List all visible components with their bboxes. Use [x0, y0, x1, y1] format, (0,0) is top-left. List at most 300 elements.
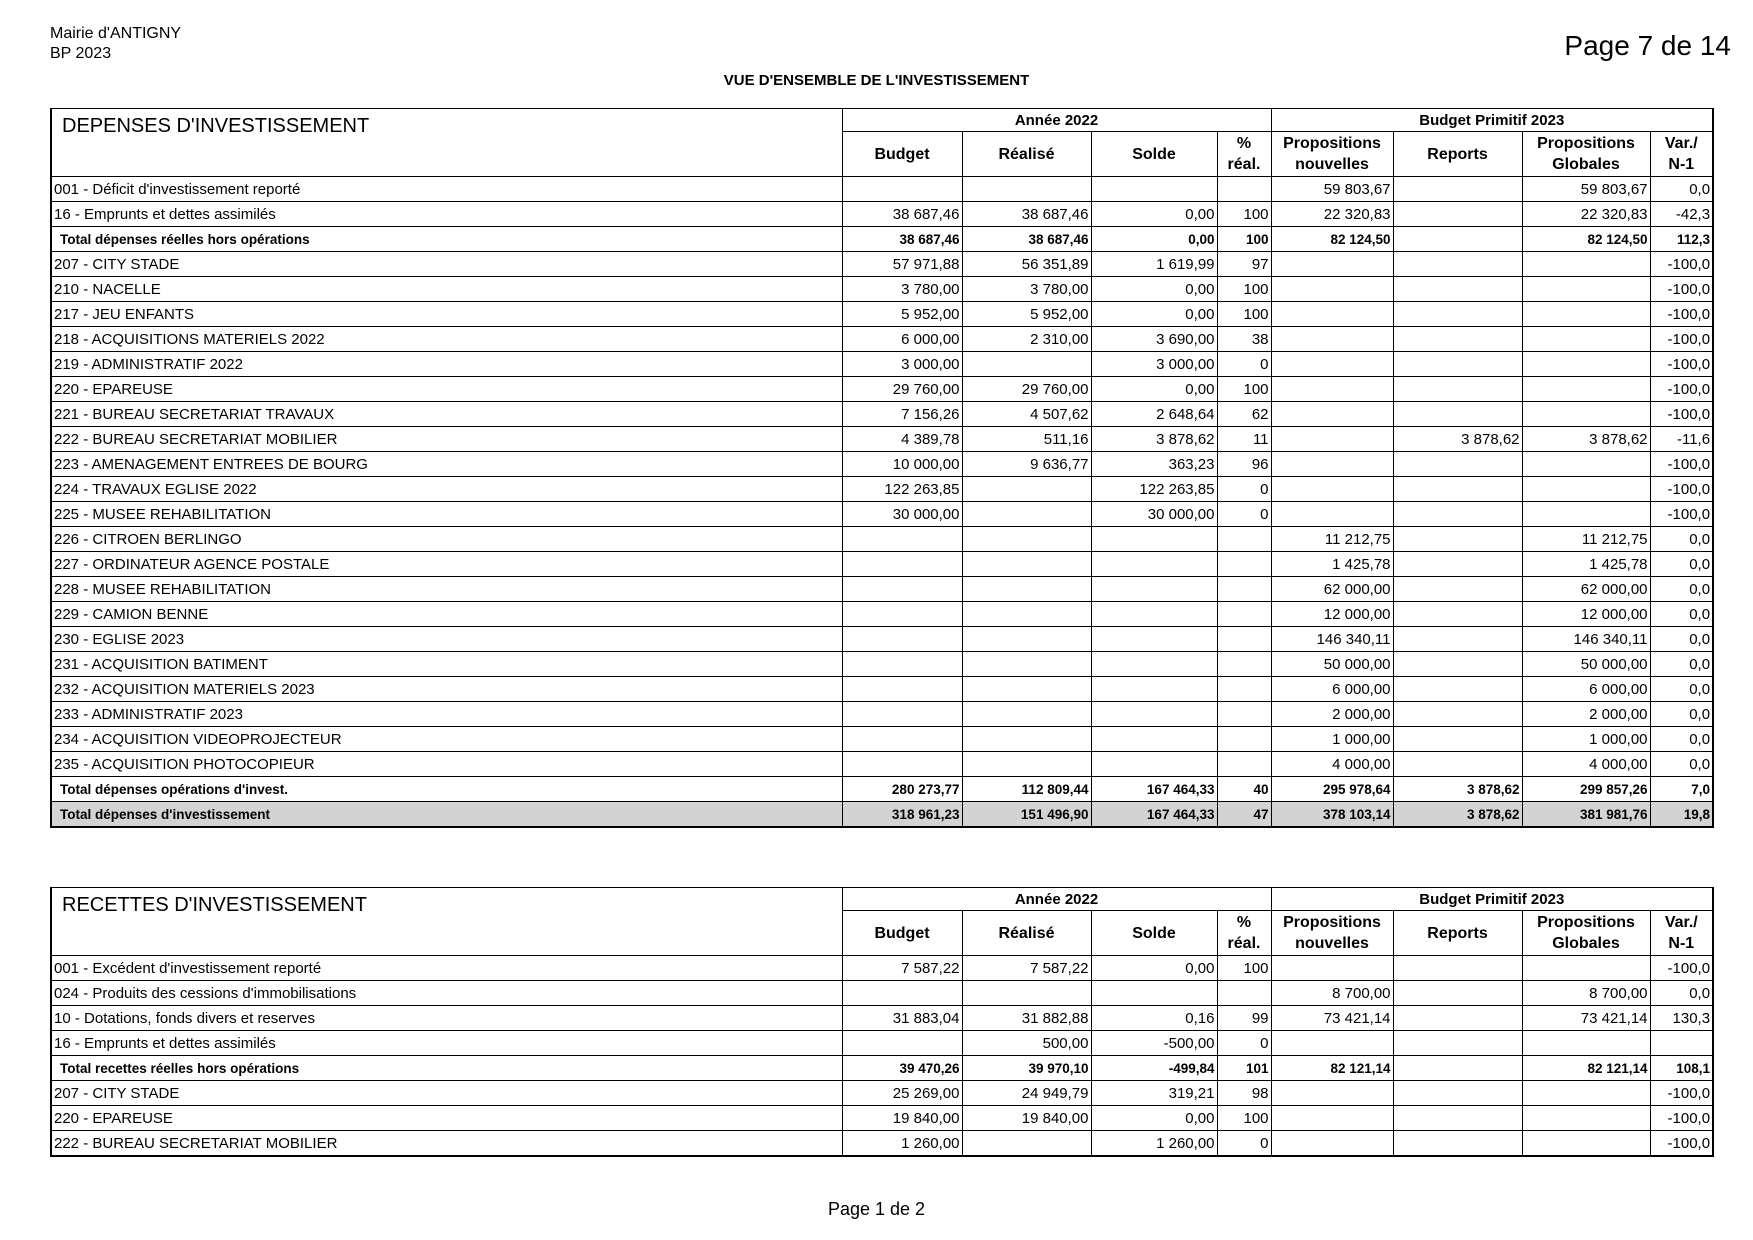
table-row: [51, 1131, 1713, 1157]
depenses-section-title: DEPENSES D'INVESTISSEMENT: [51, 109, 842, 177]
cell-label: 226 - CITROEN BERLINGO: [51, 527, 842, 552]
cell-propositions-globales: [1522, 327, 1650, 352]
cell-label: 001 - Excédent d'investissement reporté: [51, 956, 842, 981]
cell-solde: -499,84: [1091, 1056, 1217, 1081]
cell-solde: 167 464,33: [1091, 802, 1217, 828]
cell-solde: 167 464,33: [1091, 777, 1217, 802]
table-row: [51, 377, 1713, 402]
cell-label: 207 - CITY STADE: [51, 1081, 842, 1106]
cell-reports: [1393, 302, 1522, 327]
cell-pct: 99: [1217, 1006, 1271, 1031]
cell-propositions-nouvelles: 295 978,64: [1271, 777, 1393, 802]
cell-propositions-nouvelles: 22 320,83: [1271, 202, 1393, 227]
cell-propositions-globales: [1522, 377, 1650, 402]
cell-solde: 122 263,85: [1091, 477, 1217, 502]
cell-var: -100,0: [1650, 1081, 1713, 1106]
cell-reports: [1393, 1081, 1522, 1106]
cell-var: 0,0: [1650, 552, 1713, 577]
cell-budget: 29 760,00: [842, 377, 962, 402]
cell-solde: 1 619,99: [1091, 252, 1217, 277]
cell-realise: 7 587,22: [962, 956, 1091, 981]
table-row: [51, 677, 1713, 702]
cell-label: Total dépenses opérations d'invest.: [51, 777, 842, 802]
cell-solde: 3 690,00: [1091, 327, 1217, 352]
cell-var: 108,1: [1650, 1056, 1713, 1081]
cell-realise: 31 882,88: [962, 1006, 1091, 1031]
cell-pct: 100: [1217, 202, 1271, 227]
cell-propositions-globales: [1522, 452, 1650, 477]
col-pct-real: % réal.: [1217, 911, 1271, 956]
cell-realise: 56 351,89: [962, 252, 1091, 277]
table-row: [51, 727, 1713, 752]
cell-label: 024 - Produits des cessions d'immobilisations: [51, 981, 842, 1006]
cell-budget: [842, 652, 962, 677]
cell-var: 0,0: [1650, 602, 1713, 627]
cell-var: -100,0: [1650, 477, 1713, 502]
cell-pct: 100: [1217, 956, 1271, 981]
cell-propositions-nouvelles: 6 000,00: [1271, 677, 1393, 702]
cell-propositions-nouvelles: 1 425,78: [1271, 552, 1393, 577]
cell-propositions-nouvelles: [1271, 452, 1393, 477]
cell-propositions-globales: 6 000,00: [1522, 677, 1650, 702]
col-budget: Budget: [842, 132, 962, 177]
cell-realise: [962, 677, 1091, 702]
cell-budget: [842, 727, 962, 752]
cell-propositions-globales: 59 803,67: [1522, 177, 1650, 202]
cell-realise: 5 952,00: [962, 302, 1091, 327]
cell-realise: [962, 652, 1091, 677]
annee-header: Année 2022: [842, 888, 1271, 911]
cell-pct: 11: [1217, 427, 1271, 452]
cell-budget: 31 883,04: [842, 1006, 962, 1031]
cell-budget: 122 263,85: [842, 477, 962, 502]
cell-solde: 30 000,00: [1091, 502, 1217, 527]
cell-reports: [1393, 627, 1522, 652]
cell-budget: 57 971,88: [842, 252, 962, 277]
cell-solde: 3 878,62: [1091, 427, 1217, 452]
cell-propositions-nouvelles: [1271, 402, 1393, 427]
recettes-body: [51, 956, 1713, 1157]
cell-propositions-globales: 11 212,75: [1522, 527, 1650, 552]
cell-label: Total recettes réelles hors opérations: [51, 1056, 842, 1081]
cell-pct: 98: [1217, 1081, 1271, 1106]
table-row: [51, 502, 1713, 527]
cell-var: 130,3: [1650, 1006, 1713, 1031]
col-propositions-nouvelles: Propositions nouvelles: [1271, 132, 1393, 177]
cell-propositions-globales: 4 000,00: [1522, 752, 1650, 777]
cell-label: 224 - TRAVAUX EGLISE 2022: [51, 477, 842, 502]
depenses-table: [50, 108, 1714, 828]
cell-label: 220 - EPAREUSE: [51, 377, 842, 402]
cell-var: -11,6: [1650, 427, 1713, 452]
col-realise: Réalisé: [962, 911, 1091, 956]
cell-pct: [1217, 981, 1271, 1006]
col-propositions-globales: Propositions Globales: [1522, 132, 1650, 177]
cell-pct: [1217, 552, 1271, 577]
total-row: [51, 802, 1713, 828]
cell-budget: 38 687,46: [842, 202, 962, 227]
table-row: [51, 1106, 1713, 1131]
cell-reports: [1393, 202, 1522, 227]
cell-label: 210 - NACELLE: [51, 277, 842, 302]
cell-label: 222 - BUREAU SECRETARIAT MOBILIER: [51, 1131, 842, 1157]
cell-realise: 3 780,00: [962, 277, 1091, 302]
cell-var: 0,0: [1650, 577, 1713, 602]
cell-reports: [1393, 1056, 1522, 1081]
col-solde: Solde: [1091, 132, 1217, 177]
cell-reports: [1393, 1006, 1522, 1031]
cell-propositions-nouvelles: [1271, 1031, 1393, 1056]
cell-realise: 19 840,00: [962, 1106, 1091, 1131]
cell-pct: 0: [1217, 1031, 1271, 1056]
cell-budget: [842, 702, 962, 727]
table-row: [51, 402, 1713, 427]
cell-pct: 96: [1217, 452, 1271, 477]
cell-label: 232 - ACQUISITION MATERIELS 2023: [51, 677, 842, 702]
cell-label: 233 - ADMINISTRATIF 2023: [51, 702, 842, 727]
cell-propositions-nouvelles: 11 212,75: [1271, 527, 1393, 552]
cell-reports: [1393, 377, 1522, 402]
cell-realise: 38 687,46: [962, 202, 1091, 227]
cell-propositions-nouvelles: 2 000,00: [1271, 702, 1393, 727]
cell-budget: [842, 527, 962, 552]
cell-var: 0,0: [1650, 677, 1713, 702]
cell-budget: 3 780,00: [842, 277, 962, 302]
cell-realise: [962, 702, 1091, 727]
cell-var: [1650, 1031, 1713, 1056]
cell-var: -100,0: [1650, 327, 1713, 352]
cell-realise: 29 760,00: [962, 377, 1091, 402]
cell-solde: 0,00: [1091, 277, 1217, 302]
table-row: [51, 327, 1713, 352]
cell-var: 0,0: [1650, 702, 1713, 727]
cell-label: 10 - Dotations, fonds divers et reserves: [51, 1006, 842, 1031]
cell-propositions-nouvelles: 73 421,14: [1271, 1006, 1393, 1031]
cell-reports: 3 878,62: [1393, 777, 1522, 802]
bp-header: Budget Primitif 2023: [1271, 888, 1713, 911]
cell-propositions-globales: 22 320,83: [1522, 202, 1650, 227]
cell-propositions-globales: [1522, 1131, 1650, 1157]
table-row: [51, 652, 1713, 677]
cell-reports: 3 878,62: [1393, 427, 1522, 452]
table-row: [51, 302, 1713, 327]
cell-pct: [1217, 752, 1271, 777]
cell-propositions-nouvelles: 12 000,00: [1271, 602, 1393, 627]
cell-var: 0,0: [1650, 981, 1713, 1006]
cell-propositions-globales: 146 340,11: [1522, 627, 1650, 652]
cell-pct: [1217, 577, 1271, 602]
cell-solde: [1091, 677, 1217, 702]
cell-propositions-nouvelles: [1271, 1106, 1393, 1131]
table-row: [51, 602, 1713, 627]
cell-var: -100,0: [1650, 402, 1713, 427]
cell-budget: 7 156,26: [842, 402, 962, 427]
cell-propositions-globales: [1522, 277, 1650, 302]
cell-propositions-nouvelles: [1271, 1081, 1393, 1106]
cell-solde: 1 260,00: [1091, 1131, 1217, 1157]
cell-solde: [1091, 177, 1217, 202]
cell-solde: [1091, 602, 1217, 627]
cell-realise: [962, 577, 1091, 602]
cell-pct: 38: [1217, 327, 1271, 352]
table-row: [51, 1081, 1713, 1106]
cell-reports: [1393, 452, 1522, 477]
cell-propositions-nouvelles: [1271, 1131, 1393, 1157]
cell-var: -100,0: [1650, 252, 1713, 277]
cell-label: 207 - CITY STADE: [51, 252, 842, 277]
cell-realise: 24 949,79: [962, 1081, 1091, 1106]
col-pct-real: % réal.: [1217, 132, 1271, 177]
cell-reports: [1393, 327, 1522, 352]
cell-realise: 9 636,77: [962, 452, 1091, 477]
cell-propositions-nouvelles: 50 000,00: [1271, 652, 1393, 677]
cell-reports: [1393, 277, 1522, 302]
cell-budget: 30 000,00: [842, 502, 962, 527]
cell-solde: 0,16: [1091, 1006, 1217, 1031]
table-row: [51, 252, 1713, 277]
cell-propositions-globales: 73 421,14: [1522, 1006, 1650, 1031]
table-row: [51, 1031, 1713, 1056]
cell-pct: 0: [1217, 502, 1271, 527]
cell-solde: 3 000,00: [1091, 352, 1217, 377]
cell-solde: [1091, 577, 1217, 602]
cell-label: 229 - CAMION BENNE: [51, 602, 842, 627]
cell-label: 225 - MUSEE REHABILITATION: [51, 502, 842, 527]
table-row: [51, 577, 1713, 602]
cell-realise: [962, 1131, 1091, 1157]
cell-propositions-globales: [1522, 502, 1650, 527]
table-row: [51, 177, 1713, 202]
cell-solde: [1091, 981, 1217, 1006]
recettes-section-title: RECETTES D'INVESTISSEMENT: [51, 888, 842, 956]
cell-propositions-nouvelles: [1271, 352, 1393, 377]
cell-reports: [1393, 227, 1522, 252]
cell-label: 217 - JEU ENFANTS: [51, 302, 842, 327]
cell-budget: [842, 981, 962, 1006]
cell-realise: 4 507,62: [962, 402, 1091, 427]
cell-var: -100,0: [1650, 956, 1713, 981]
cell-reports: [1393, 677, 1522, 702]
cell-budget: 280 273,77: [842, 777, 962, 802]
cell-reports: [1393, 252, 1522, 277]
cell-reports: [1393, 577, 1522, 602]
table-row: [51, 277, 1713, 302]
cell-propositions-nouvelles: [1271, 277, 1393, 302]
document-header: [50, 24, 181, 64]
total-row: [51, 777, 1713, 802]
cell-solde: [1091, 652, 1217, 677]
cell-propositions-globales: [1522, 402, 1650, 427]
cell-propositions-globales: 50 000,00: [1522, 652, 1650, 677]
cell-realise: 511,16: [962, 427, 1091, 452]
cell-pct: 100: [1217, 1106, 1271, 1131]
cell-var: -100,0: [1650, 302, 1713, 327]
cell-realise: [962, 627, 1091, 652]
cell-budget: 39 470,26: [842, 1056, 962, 1081]
cell-var: -42,3: [1650, 202, 1713, 227]
cell-label: 227 - ORDINATEUR AGENCE POSTALE: [51, 552, 842, 577]
cell-propositions-globales: 82 124,50: [1522, 227, 1650, 252]
cell-propositions-nouvelles: [1271, 477, 1393, 502]
cell-budget: [842, 552, 962, 577]
cell-reports: [1393, 1131, 1522, 1157]
cell-pct: 0: [1217, 477, 1271, 502]
cell-solde: [1091, 627, 1217, 652]
cell-budget: 6 000,00: [842, 327, 962, 352]
cell-reports: [1393, 752, 1522, 777]
depenses-body: [51, 177, 1713, 828]
cell-budget: [842, 1031, 962, 1056]
cell-propositions-globales: [1522, 1106, 1650, 1131]
cell-solde: [1091, 527, 1217, 552]
municipality-name: Mairie d'ANTIGNY: [50, 25, 182, 42]
cell-budget: [842, 577, 962, 602]
cell-propositions-globales: 3 878,62: [1522, 427, 1650, 452]
col-var-n1: Var./ N-1: [1650, 132, 1713, 177]
cell-reports: [1393, 402, 1522, 427]
cell-reports: [1393, 602, 1522, 627]
cell-realise: [962, 727, 1091, 752]
cell-solde: [1091, 727, 1217, 752]
cell-reports: [1393, 1031, 1522, 1056]
cell-budget: 4 389,78: [842, 427, 962, 452]
cell-var: -100,0: [1650, 1106, 1713, 1131]
cell-realise: 112 809,44: [962, 777, 1091, 802]
cell-label: 230 - EGLISE 2023: [51, 627, 842, 652]
cell-budget: 1 260,00: [842, 1131, 962, 1157]
cell-propositions-nouvelles: [1271, 302, 1393, 327]
depenses-header: [51, 109, 1713, 177]
table-row: [51, 477, 1713, 502]
cell-pct: [1217, 602, 1271, 627]
cell-label: 001 - Déficit d'investissement reporté: [51, 177, 842, 202]
cell-var: -100,0: [1650, 452, 1713, 477]
cell-pct: [1217, 177, 1271, 202]
cell-budget: 318 961,23: [842, 802, 962, 828]
cell-solde: 0,00: [1091, 956, 1217, 981]
table-row: [51, 202, 1713, 227]
cell-solde: -500,00: [1091, 1031, 1217, 1056]
cell-propositions-nouvelles: [1271, 327, 1393, 352]
cell-realise: [962, 981, 1091, 1006]
cell-var: -100,0: [1650, 502, 1713, 527]
cell-solde: [1091, 552, 1217, 577]
cell-propositions-globales: [1522, 252, 1650, 277]
cell-label: 222 - BUREAU SECRETARIAT MOBILIER: [51, 427, 842, 452]
recettes-table: [50, 887, 1714, 1157]
page-footer: Page 1 de 2: [827, 1199, 926, 1219]
cell-reports: [1393, 727, 1522, 752]
cell-pct: 100: [1217, 377, 1271, 402]
cell-pct: [1217, 527, 1271, 552]
col-propositions-nouvelles: Propositions nouvelles: [1271, 911, 1393, 956]
cell-pct: [1217, 677, 1271, 702]
cell-propositions-globales: 299 857,26: [1522, 777, 1650, 802]
cell-reports: [1393, 177, 1522, 202]
cell-solde: 2 648,64: [1091, 402, 1217, 427]
cell-budget: 38 687,46: [842, 227, 962, 252]
cell-budget: [842, 602, 962, 627]
table-row: [51, 981, 1713, 1006]
cell-realise: [962, 527, 1091, 552]
budget-year: BP 2023: [50, 45, 112, 62]
col-var-n1: Var./ N-1: [1650, 911, 1713, 956]
cell-propositions-nouvelles: [1271, 502, 1393, 527]
cell-var: -100,0: [1650, 352, 1713, 377]
cell-propositions-globales: 12 000,00: [1522, 602, 1650, 627]
cell-propositions-globales: [1522, 1081, 1650, 1106]
cell-solde: 0,00: [1091, 1106, 1217, 1131]
total-row: [51, 1056, 1713, 1081]
cell-var: 0,0: [1650, 727, 1713, 752]
cell-reports: [1393, 527, 1522, 552]
cell-propositions-globales: [1522, 352, 1650, 377]
cell-propositions-globales: 62 000,00: [1522, 577, 1650, 602]
total-row: [51, 227, 1713, 252]
cell-solde: 0,00: [1091, 302, 1217, 327]
cell-label: 219 - ADMINISTRATIF 2022: [51, 352, 842, 377]
cell-solde: 0,00: [1091, 202, 1217, 227]
cell-realise: 151 496,90: [962, 802, 1091, 828]
cell-budget: [842, 752, 962, 777]
cell-reports: [1393, 502, 1522, 527]
cell-budget: 25 269,00: [842, 1081, 962, 1106]
cell-realise: 38 687,46: [962, 227, 1091, 252]
cell-var: 0,0: [1650, 752, 1713, 777]
cell-budget: 10 000,00: [842, 452, 962, 477]
cell-reports: [1393, 981, 1522, 1006]
cell-propositions-nouvelles: 1 000,00: [1271, 727, 1393, 752]
cell-var: 19,8: [1650, 802, 1713, 828]
cell-pct: 0: [1217, 352, 1271, 377]
cell-reports: [1393, 956, 1522, 981]
col-solde: Solde: [1091, 911, 1217, 956]
cell-label: 218 - ACQUISITIONS MATERIELS 2022: [51, 327, 842, 352]
cell-realise: [962, 177, 1091, 202]
cell-propositions-nouvelles: 146 340,11: [1271, 627, 1393, 652]
cell-label: 231 - ACQUISITION BATIMENT: [51, 652, 842, 677]
cell-solde: 319,21: [1091, 1081, 1217, 1106]
table-row: [51, 427, 1713, 452]
page-number: Page 7 de 14: [1564, 30, 1731, 61]
col-realise: Réalisé: [962, 132, 1091, 177]
table-row: [51, 702, 1713, 727]
cell-propositions-nouvelles: 4 000,00: [1271, 752, 1393, 777]
cell-propositions-globales: 1 425,78: [1522, 552, 1650, 577]
cell-propositions-nouvelles: [1271, 377, 1393, 402]
cell-solde: [1091, 702, 1217, 727]
cell-label: 234 - ACQUISITION VIDEOPROJECTEUR: [51, 727, 842, 752]
cell-propositions-nouvelles: 82 121,14: [1271, 1056, 1393, 1081]
table-row: [51, 627, 1713, 652]
cell-reports: [1393, 1106, 1522, 1131]
cell-propositions-globales: 2 000,00: [1522, 702, 1650, 727]
cell-propositions-nouvelles: [1271, 956, 1393, 981]
table-row: [51, 552, 1713, 577]
cell-budget: 19 840,00: [842, 1106, 962, 1131]
col-reports: Reports: [1393, 132, 1522, 177]
cell-pct: 40: [1217, 777, 1271, 802]
cell-reports: [1393, 477, 1522, 502]
cell-pct: 47: [1217, 802, 1271, 828]
cell-propositions-globales: [1522, 1031, 1650, 1056]
cell-label: 223 - AMENAGEMENT ENTREES DE BOURG: [51, 452, 842, 477]
cell-propositions-globales: [1522, 302, 1650, 327]
cell-pct: [1217, 652, 1271, 677]
cell-pct: 100: [1217, 277, 1271, 302]
cell-realise: [962, 477, 1091, 502]
cell-var: -100,0: [1650, 1131, 1713, 1157]
